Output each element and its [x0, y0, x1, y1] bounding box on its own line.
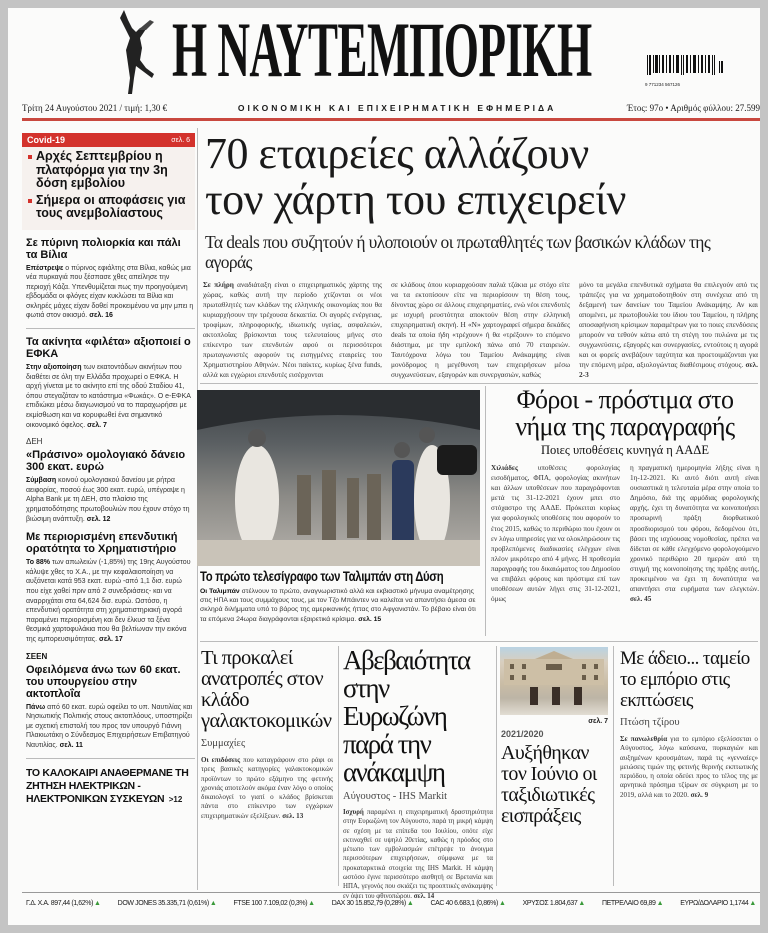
lead-word: Σε πλήρη — [203, 280, 234, 289]
ticker-item: DAX 30 15.852,79 (0,28%)▲ — [331, 900, 414, 907]
page-ref: σελ. 45 — [630, 595, 652, 604]
page-ref: σελ. 17 — [99, 635, 123, 643]
subtitle: Συμμαχίες — [201, 738, 246, 749]
arrow-up-icon: ▲ — [749, 900, 756, 907]
page-ref: σελ. 13 — [282, 811, 304, 820]
parliament-photo[interactable] — [500, 647, 608, 715]
page-ref: σελ. 12 — [86, 515, 111, 523]
taliban-caption — [200, 569, 483, 624]
masthead-title: Η ΝΑΥΤΕΜΠΟΡΙΚΗ — [172, 6, 592, 93]
lead-word: Χιλιάδες — [491, 464, 519, 472]
lead-body — [203, 280, 758, 380]
covid-label: Covid-19 — [27, 135, 66, 145]
arrow-up-icon: ▲ — [94, 900, 101, 907]
ticker-item: Γ.Δ. Χ.Α. 897,44 (1,62%)▲ — [26, 900, 101, 907]
kicker: ΣΕΕΝ — [26, 651, 48, 661]
body: των εκατοντάδων ακινήτων που διαθέτει σε όλη την Ελλάδα προχωρεί ο ΕΦΚΑ. Η αρχή γίνεται με το ακίνητο επί της οδού Σταδίου 41, όπου στεγαζόταν το κατάστημα «Φωκάς». Ο e-ΕΦΚΑ επιδιώκει μέσω διαγωνισμού να το παραχωρήσει με εκμίσθωση και να κορυφωθεί ένα σημαντικό οικονομικό όφελος. — [26, 364, 191, 429]
lead-word: Οι Ταλιμπάν — [200, 588, 240, 595]
page-ref: σελ. 2-3 — [579, 360, 759, 379]
article-athex[interactable] — [22, 531, 194, 644]
body: ο πύρινος εφιάλτης στα Βίλια, καθώς μια νέα πυρκαγιά που ξέσπασε χθες απείλησε την περιοχή Κάζα. Υπενθυμίζεται πως την προηγούμενη εβδομάδα οι φλόγες είχαν κυκλώσει τα Βίλια και σκληρές μάχες είχαν δοθεί προκειμένου να μην μπει η φωτιά στον οικισμό. — [26, 264, 194, 320]
body: από 60 εκατ. ευρώ οφείλει το υπ. Ναυτιλίας και Νησιωτικής Πολιτικής στους ακτοπλόους, υποστηρίζει με σχετική επιστολή του προς τον υπουργό Γιάννη Πλακιωτάκη ο Σύνδεσμος Επιχειρήσεων Επιβατηγού Ναυτιλίας. — [26, 703, 193, 749]
body: αναδιάταξη είναι ο επιχειρηματικός χάρτης της χώρας, καθώς αυτή την περίοδο χτίζονται οι νέοι πρωταθλητές των κλάδων της ελληνικής οικονομίας που θα κυριαρχήσουν την τρέχουσα δεκαετία. Οι αγορές ενέργειας, τροφίμων, πληροφορικής, ιδιωτικής υγείας, ασφαλειών, ακτοπλοΐας βρίσκονται τους τελευταίους μήνες στο επίκεντρο των επενδυτών αφού οι περισσότεροι πρωταγωνιστές αφορούν τις εισηγμένες εταιρείες του Χρηματιστηρίου Αθηνών. Νέοι παίκτες, κυρίως ξένα funds, αλλά και εγχώριοι επενδυτές εισέρχονται — [203, 280, 382, 379]
body: παραμένει η επιχειρηματική δραστηριότητα στην Ευρωζώνη τον Αύγουστο, παρά τη μικρή κάμψη σε σχέση με τα επίπεδα του Ιουλίου, οπότε είχε εκτιναχθεί σε υψηλό 20ετίας, καθώς η πρόοδος στο μέτωπο των εμβολιασμών επέτρεψε το άνοιγμα περισσότερων επιχειρήσεων, σύμφωνα με τα προκαταρκτικά στοιχεία της IHS Markit. Η κάμψη ωστόσο έγινε περισσότερο αισθητή σε Βρετανία και ΗΠΑ, γεγονός που σκιάζει τις προοπτικές ανάκαμψης εν όψει του φθινοπώρου. — [343, 809, 493, 900]
header-divider — [22, 118, 760, 121]
headline: Τα ακίνητα «φιλέτα» αξιοποιεί ο ΕΦΚΑ — [26, 336, 191, 361]
lead-story — [205, 131, 758, 380]
page-ref: σελ. 9 — [690, 790, 709, 799]
barcode-digits: 9 771234 567126 — [645, 82, 681, 87]
page-ref: σελ. 16 — [89, 312, 113, 320]
headline: Αβεβαιότητα στην Ευρωζώνη παρά την ανάκαμψη — [343, 645, 470, 787]
travel-photo-page: σελ. 7 — [588, 718, 608, 725]
taliban-body — [200, 587, 483, 624]
lead-word: Σύμβαση — [26, 477, 57, 485]
body: κοινού ομολογιακού δανείου με ρήτρα αειφορίας, ποσού έως 300 εκατ. ευρώ, υπέγραψε η Alpha Bank με τη ΔΕΗ, στο πλαίσιο της χρηματοδότησης πρωτοβουλιών που έχουν στόχο τη βιώσιμη ανάπτυξη. — [26, 477, 190, 523]
lead-word: Πάνω — [26, 703, 46, 711]
barcode — [645, 55, 737, 85]
page-ref: σελ. 15 — [358, 615, 382, 623]
headline: «Πράσινο» ομολογιακό δάνειο 300 εκατ. ευρώ — [26, 449, 186, 474]
covid-item: Αρχές Σεπτεμβρίου η πλατφόρμα για την 3η δόση εμβολίου — [28, 150, 189, 191]
kicker: 2021/2020 — [501, 729, 544, 739]
left-column — [22, 133, 195, 806]
covid-item: Σήμερα οι αποφάσεις για τους ανεμβολίαστους — [28, 194, 189, 221]
subtitle: Πτώση τζίρου — [620, 717, 680, 728]
promo-text: ΤΟ ΚΑΛΟΚΑΙΡΙ ΑΝΑΘΕΡΜΑΝΕ ΤΗ ΖΗΤΗΣΗ ΗΛΕΚΤΡΙΚΩΝ - ΗΛΕΚΤΡΟΝΙΚΩΝ ΣΥΣΚΕΥΩΝ — [26, 766, 189, 805]
headline: Σε πύρινη πολιορκία και πάλι τα Βίλια — [26, 236, 181, 261]
tagline: ΟΙΚΟΝΟΜΙΚΗ ΚΑΙ ΕΠΙΧΕΙΡΗΜΑΤΙΚΗ ΕΦΗΜΕΡΙΔΑ — [237, 103, 557, 113]
page-ref: σελ. 11 — [59, 741, 83, 749]
covid-box[interactable] — [22, 133, 195, 230]
taliban-headline[interactable]: Το πρώτο τελεσίγραφο των Ταλιμπάν στη Δύση — [200, 569, 444, 584]
article-seen[interactable] — [22, 652, 194, 751]
issue-info: Έτος: 97ο • Αριθμός φύλλου: 27.599 — [626, 103, 760, 113]
arrow-up-icon: ▲ — [308, 900, 315, 907]
body: των απωλειών (-1,85%) της 19ης Αυγούστου κάλυψε χθες το Χ.Α., με την κεφαλαιοποίηση να αυξάνεται κατά 953 εκατ. ευρώ -από 1,1 δισ. ευρώ που είχε χαθεί πριν από 2 συνεδριάσεις- και να αναρριχάται στα 64,624 δισ. ευρώ. Ωστόσο, η επενδυτική ορατότητα στη χρηματιστηριακή αγορά παραμένει περιορισμένη και δεν έλκυσ τα ξένα θεσμικά χαρτοφυλάκια που θα βελτίωναν την εικόνα της εμπορευσιμότητας. — [26, 559, 191, 643]
ticker-item: ΠΕΤΡΕΛΑΙΟ 69,89▲ — [602, 900, 664, 907]
ticker-item: CAC 40 6.683,1 (0,86%)▲ — [430, 900, 506, 907]
page-ref: >12 — [168, 794, 183, 804]
hermes-logo — [110, 8, 165, 98]
headline: Με περιορισμένη επενδυτική ορατότητα το Χρηματιστήριο — [26, 531, 178, 556]
headline: Τι προκαλεί ανατροπές στον κλάδο γαλακτοκομικών — [201, 647, 332, 732]
body: που καταγράφουν στο ράφι οι τρεις βασικές κατηγορίες γαλακτοκομικών προϊόντων το πρώτο εξάμηνο της φετινής χρονιάς αποτελούν ακόμα έναν λόγο ο οποίος δικαιολογεί το γιατί ο κλάδος βρίσκεται πάντα στο επίκεντρο των εγχώριων επιχειρηματικών εξελίξεων. — [201, 756, 333, 820]
article-deh[interactable] — [22, 437, 194, 524]
body: υποθέσεις φορολογίας εισοδήματος, ΦΠΑ, φορολογίας ακινήτων και άλλων υποθέσεων που παραγράφονται μετά τις 31-12-2021 έχουν μπει στο στόχαστρο της ΑΑΔΕ. Πρόκειται κυρίως για φορολογικές υποθέσεις που αφορούν το έτος 2015, καθώς το περιθώριο που έχουν οι εν λόγω υπηρεσίες για να ολοκληρώσουν τις προβλεπόμενες διαδικασίες ελέγχων είναι πλέον μικρότερο από 4 μήνες. Η προθεσμία παραγραφής του δικαιώματος του Δημοσίου να επιβάλει φόρους και πρόστιμα επί των υποθέσεων αυτών λήγει στις 31-12-2021, όμως — [491, 464, 620, 604]
body: στέλνουν το πρώτο, αναγνωριστικό αλλά και εκβιαστικό μήνυμα αναμέτρησης στις ΗΠΑ και τους συμμάχους τους, με τον Τζο Μπάιντεν να καλείται να απαντήσει άμεσα σε σκληρά διλήμματα υπό το βάρος της αμερικανικής ήττας στο Αφγανιστάν. Το βέβαιο είναι ότι τα επόμενα 24ωρα διαγράφονται εξαιρετικά κρίσιμα. — [200, 588, 476, 623]
lead-headline[interactable] — [205, 131, 758, 223]
lead-word: Οι επιδόσεις — [201, 756, 241, 764]
lead-word: Στην αξιοποίηση — [26, 364, 82, 372]
lead-subtitle: Τα deals που συζητούν ή υλοποιούν οι πρωταθλητές των βασικών κλάδων της αγοράς — [205, 232, 711, 272]
article-efka[interactable] — [22, 336, 194, 430]
arrow-up-icon: ▲ — [406, 900, 414, 907]
covid-page: σελ. 6 — [171, 136, 190, 144]
article-villa[interactable] — [22, 237, 194, 322]
info-line — [22, 103, 760, 113]
body: σε κλάδους όπου κυριαρχούσαν παλιά τζάκια με στόχο είτε να τα εκτοπίσουν είτε να περιορίσουν τη θέση τους, δίνοντας χώρο σε άλλους επιχειρηματίες, ενώ νέοι επενδυτές με ισχυρή ρευστότητα αποκτούν θέση στην ελληνική επιχειρηματική σκηνή. Η «Ν» χαρτογραφεί σήμερα δεκάδες deals τα οποία ήδη «τρέχουν» ή θα «τρέξουν» το επόμενο διάστημα, με την εμπλοκή πάνω από 70 εταιρειών. Ταυτόχρονα λόγω του Ταμείου Ανάκαμψης είναι μονόδρομος η μεγέθυνση των επιχειρήσεων μέσω συγχωνεύσεων, εξαγορών και συνεργασιών, καθώς — [391, 280, 570, 379]
lead-word: Το 88% — [26, 559, 50, 567]
article-travel[interactable] — [501, 729, 611, 827]
arrow-up-icon: ▲ — [656, 900, 664, 907]
lead-word: Επέστρεψε — [26, 264, 64, 272]
body: η πραγματική ημερομηνία λήξης είναι η 1η-12-2021. Κι αυτό διότι αυτή είναι ουσιαστικά η τελευταία μέρα στην οποία το Δημόσιο, διά της αρμόδιας φορολογικής αρχής, έχει τη δυνατότητα να κοινοποιήσει προσωρινή πράξη διορθωτικού προσδιορισμού του φόρου, δεδομένου ότι, βάσει της ισχύουσας νομοθεσίας, πρέπει να δίδεται σε κάθε ελεγχόμενο φορολογούμενο χρονικό περιθώριο 20 ημερών από τη στιγμή της κοινοποίησης της πράξης αυτής, προκειμένου να έχει τη δυνατότητα να απαντήσει στα ευρήματα των ελεγκτών. — [630, 464, 759, 594]
lead-headline-line: τον χάρτη του επιχειρείν — [205, 175, 626, 224]
lead-headline-line: 70 εταιρείες αλλάζουν — [205, 129, 589, 178]
taxes-body — [491, 463, 759, 604]
headline: Οφειλόμενα άνω των 60 εκατ. του υπουργείου στην ακτοπλοΐα — [26, 663, 181, 700]
taxes-subtitle: Ποιες υποθέσεις κυνηγά η ΑΑΔΕ — [541, 443, 709, 457]
body: για το εμπόριο εξελίσσεται ο Αύγουστος, λόγω καύσωνα, πυρκαγιών και αυξημένων κρουσμάτων, παρά τις «γενναίες» μειώσεις τιμών της φετινής θερινής εκπτωτικής περιόδου, η οποία οδεύει προς το τέλος της με αρνητικά πρόσημα τζίρων σε σύγκριση με το 2019, αλλά και το 2020. — [620, 735, 758, 799]
taliban-photo[interactable] — [197, 390, 480, 566]
promo-appliances[interactable] — [22, 766, 194, 806]
ticker-item: ΕΥΡΩ/ΔΟΛΑΡΙΟ 1,1744▲ — [680, 900, 756, 907]
arrow-up-icon: ▲ — [209, 900, 217, 907]
divider — [26, 328, 195, 329]
kicker: ΔΕΗ — [26, 437, 43, 447]
subtitle: Αύγουστος - IHS Markit — [343, 791, 448, 802]
ticker-item: ΧΡΥΣΟΣ 1.804,637▲ — [522, 900, 585, 907]
headline: Αυξήθηκαν τον Ιούνιο οι ταξιδιωτικές εισπράξεις — [501, 742, 597, 827]
article-eurozone[interactable] — [343, 646, 493, 901]
page-ref: σελ. 7 — [87, 421, 107, 429]
ticker-item: DOW JONES 35.335,71 (0,61%)▲ — [117, 900, 217, 907]
page-ref: σελ. 14 — [413, 892, 435, 900]
article-retail[interactable] — [620, 648, 758, 800]
lead-word: Ισχυρή — [343, 809, 364, 816]
divider — [26, 758, 195, 759]
article-taxes — [491, 386, 759, 604]
arrow-up-icon: ▲ — [578, 900, 585, 907]
taxes-headline[interactable]: Φόροι - πρόστιμα στο νήμα της παραγραφής — [515, 385, 735, 441]
date-price: Τρίτη 24 Αυγούστου 2021 / τιμή: 1,30 € — [22, 103, 168, 113]
body: μόνο τα μεγάλα επενδυτικά σχήματα θα επιλεγούν από τις τράπεζες για να χρηματοδοτηθούν στη συνέχεια από τη δεξαμενή των δανείων του Ταμείου Ανάκαμψης. Αν και απομένει, με πρωτοβουλία του ίδιου του Ταμείου, η πλήρης αποσαφήνιση κρίσιμων παραμέτρων για το ποιες επενδύσεις μπορούν να τεθούν κάτω από τη στέγη του πυλώνα με τις συγχωνεύσεις, εξαγορές και συνεργασίες, εντούτοις η αγορά και οι φορείς ανεβάζουν ταχύτητα και προετοιμάζονται για την επόμενη μέρα, αξιολογώντας διαθέσιμους στόχους. — [579, 280, 758, 369]
arrow-up-icon: ▲ — [498, 900, 506, 907]
headline: Με άδειο... ταμείο το εμπόριο στις εκπτώσεις — [620, 648, 750, 711]
market-ticker — [26, 899, 756, 908]
ticker-item: FTSE 100 7.109,02 (0,3%)▲ — [233, 900, 315, 907]
lead-word: Σε πανωλεθρία — [620, 735, 668, 743]
article-dairy[interactable] — [201, 648, 333, 821]
